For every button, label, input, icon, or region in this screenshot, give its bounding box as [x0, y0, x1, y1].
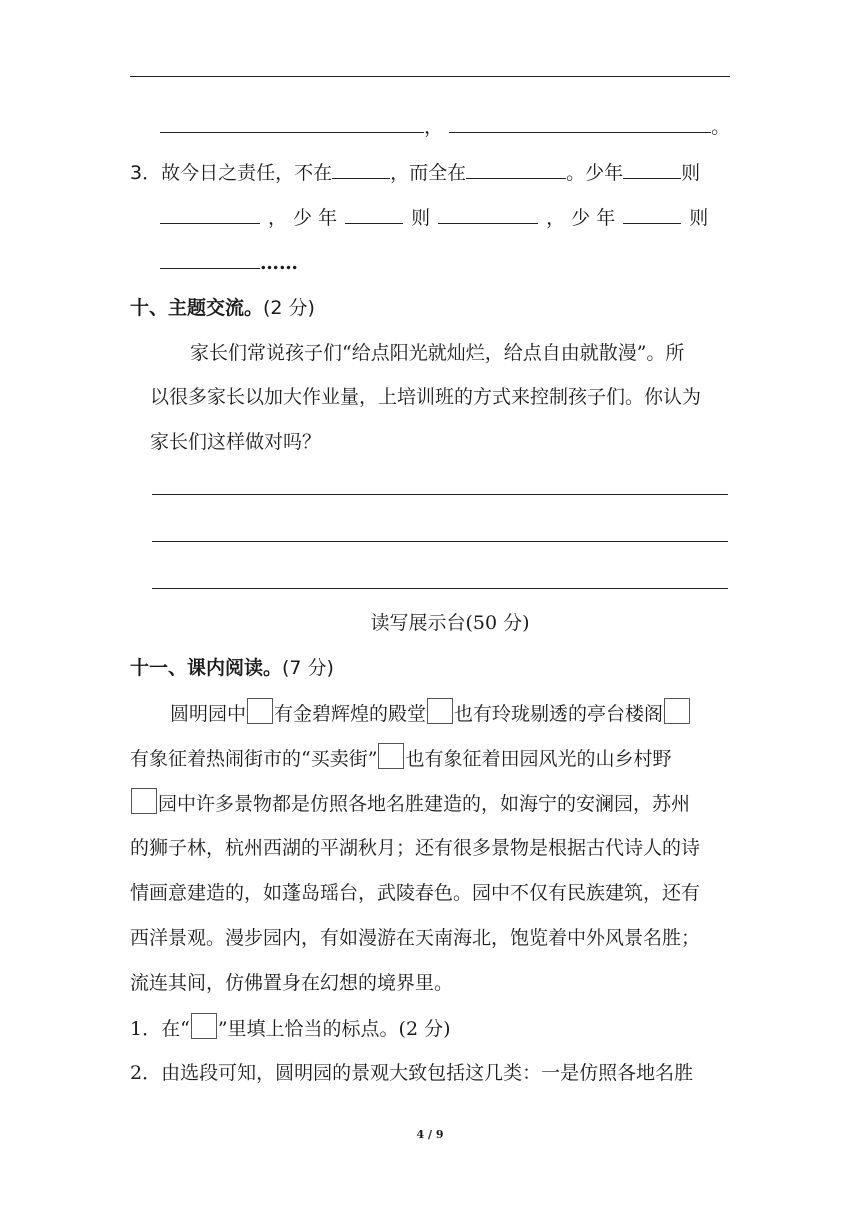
punctuation-box-sample: [191, 1013, 217, 1039]
answer-blank[interactable]: [160, 112, 424, 133]
section-score: (7 分): [282, 657, 334, 679]
writing-line[interactable]: [152, 494, 728, 495]
comma: ，: [424, 116, 444, 138]
answer-blank[interactable]: [345, 203, 403, 224]
reading-line-3: [130, 788, 690, 819]
answer-blank[interactable]: [466, 158, 566, 179]
top-rule: [130, 76, 730, 77]
punctuation-box[interactable]: [131, 788, 157, 814]
ellipsis: ……: [260, 252, 298, 274]
reading-line-6: 西洋景观。漫步园内，有如漫游在天南海北，饱览着中外风景名胜；: [130, 927, 701, 949]
q3-text: 故今日之责任，不在: [161, 162, 333, 184]
reading-text: 园中许多景物都是仿照各地名胜建造的，如海宁的安澜园，苏州: [158, 793, 691, 815]
writing-line[interactable]: [152, 588, 728, 589]
answer-blank[interactable]: [623, 158, 681, 179]
page-number: 4 / 9: [416, 1128, 444, 1141]
s11-question-1: [130, 1013, 450, 1044]
punctuation-box[interactable]: [427, 698, 453, 724]
q3-number: 3．: [130, 162, 162, 184]
reading-line-2: [130, 743, 671, 774]
s11-question-2: 2．由选段可知，圆明园的景观大致包括这几类：一是仿照各地名胜: [130, 1062, 694, 1084]
answer-blank[interactable]: [623, 203, 681, 224]
question-text: 1．在“: [130, 1018, 190, 1040]
answer-blank[interactable]: [438, 203, 538, 224]
answer-blank[interactable]: [160, 248, 260, 269]
reading-text: 也有象征着田园风光的山乡村野: [405, 748, 672, 770]
punctuation-box[interactable]: [664, 698, 690, 724]
question-text: ”里填上恰当的标点。(2 分): [217, 1018, 451, 1040]
reading-line-1: [170, 698, 691, 729]
section-title: 十一、课内阅读。: [130, 657, 283, 679]
reading-line-5: 情画意建造的，如蓬岛瑶台，武陵春色。园中不仅有民族建筑，还有: [130, 882, 701, 904]
reading-line-4: 的狮子林，杭州西湖的平湖秋月；还有很多景物是根据古代诗人的诗: [130, 837, 701, 859]
period: 。: [711, 116, 731, 138]
section-11-title: [130, 653, 334, 683]
q3-text: 。少年: [566, 162, 624, 184]
section-heading: 读写展示台(50 分): [370, 612, 530, 634]
q3-line-3: [160, 248, 298, 278]
q3-line-1: [130, 158, 700, 188]
q3-text: 则: [689, 207, 709, 229]
s10-paragraph-line: 以很多家长以加大作业量，上培训班的方式来控制孩子们。你认为: [150, 386, 702, 408]
answer-blank[interactable]: [449, 112, 711, 133]
writing-line[interactable]: [152, 541, 728, 542]
reading-line-7: 流连其间，仿佛置身在幻想的境界里。: [130, 972, 454, 994]
punctuation-box[interactable]: [247, 698, 273, 724]
answer-blank[interactable]: [332, 158, 390, 179]
reading-text: 也有玲珑剔透的亭台楼阁: [454, 703, 664, 725]
q2-answer-blanks: [160, 112, 730, 142]
answer-blank[interactable]: [160, 203, 260, 224]
q3-text: 则: [681, 162, 701, 184]
section-score: (2 分): [263, 297, 315, 319]
q3-text: 则: [411, 207, 431, 229]
q3-text: ， 少 年: [546, 207, 616, 229]
s10-paragraph-line: 家长们这样做对吗？: [150, 431, 322, 453]
reading-text: 圆明园中: [170, 703, 247, 725]
section-10-title: [130, 293, 315, 323]
section-title: 十、主题交流。: [130, 297, 264, 319]
punctuation-box[interactable]: [378, 743, 404, 769]
reading-text: 有金碧辉煌的殿堂: [274, 703, 427, 725]
q3-text: ，而全在: [390, 162, 467, 184]
s10-paragraph-line: 家长们常说孩子们“给点阳光就灿烂，给点自由就散漫”。所: [190, 342, 685, 364]
q3-line-2: [160, 203, 708, 233]
reading-text: 有象征着热闹街市的“买卖街”: [130, 748, 378, 770]
q3-text: ， 少 年: [268, 207, 338, 229]
